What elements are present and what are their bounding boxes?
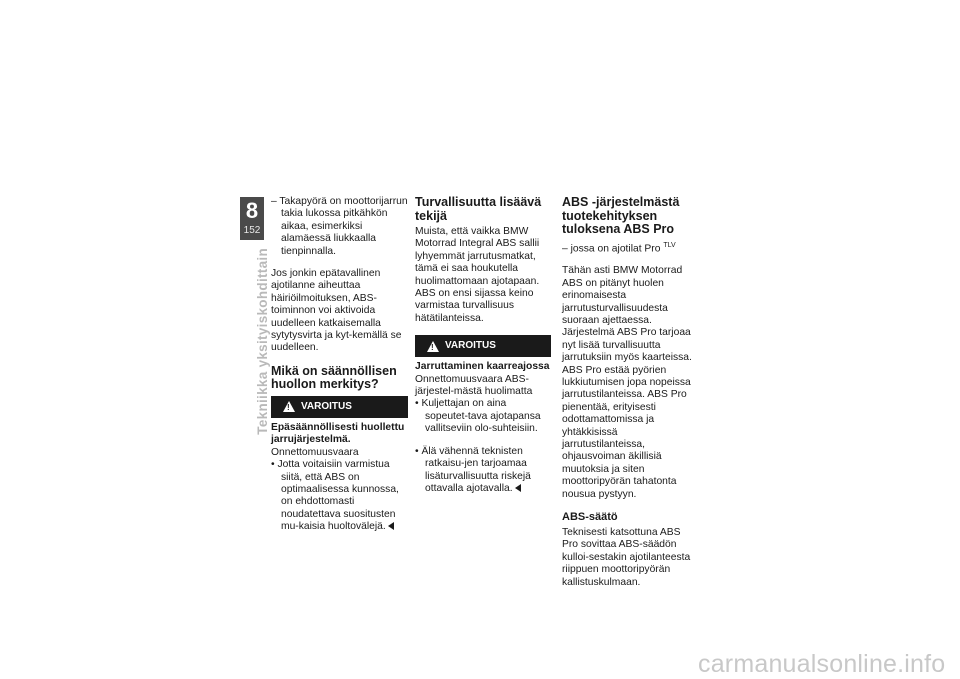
- warning-title: Jarruttaminen kaarreajossa: [415, 361, 550, 373]
- end-mark-icon: [388, 522, 394, 530]
- end-mark-icon: [515, 484, 521, 492]
- bullet-item: [415, 446, 551, 496]
- dash-item: [562, 240, 699, 256]
- paragraph: Jos jonkin epätavallinen ajotilanne aiheuttaa häiriöilmoituksen, ABS-toiminnon voi aktivoida uudelleen katkaisemalla sytytysvirta ja kyt-kemällä se uudelleen.: [271, 268, 402, 354]
- section-heading: Turvallisuutta lisäävä tekijä: [415, 195, 542, 223]
- subheading: ABS-säätö: [562, 511, 618, 524]
- side-chapter-title: Tekniikka yksityiskohdittain: [255, 248, 270, 435]
- bullet-item: [271, 459, 408, 533]
- warning-banner: [271, 396, 408, 418]
- section-heading: Mikä on säännöllisen huollon merkitys?: [271, 363, 397, 392]
- warning-subtitle: Onnettomuusvaara ABS-järjestel-mästä huolimatta: [415, 373, 533, 398]
- page-number: 152: [243, 225, 261, 236]
- bullet-item: • Kuljettajan on aina sopeutet-tava ajotapansa vallitseviin olo-suhteisiin.: [415, 398, 541, 435]
- warning-title: Epäsäännöllisesti huollettu jarrujärjestelmä.: [271, 421, 405, 446]
- column-3: [562, 196, 699, 599]
- warning-icon: [283, 401, 295, 412]
- chapter-tab: [240, 197, 264, 240]
- paragraph: Teknisesti katsottuna ABS Pro sovittaa ABS-säädön kulloi-sestakin ajotilanteesta riippuen moottoripyörän kallistuskulmaan.: [562, 527, 691, 588]
- section-heading: ABS -järjestelmästä tuotekehityksen tuloksena ABS Pro: [562, 195, 680, 236]
- dash-text: – jossa on ajotilat Pro: [562, 242, 661, 254]
- dash-superscript: TLV: [663, 241, 676, 249]
- paragraph: Muista, että vaikka BMW Motorrad Integral ABS sallii lyhyemmät jarrutusmatkat, tämä ei saa houkutella huolimattomaan ajotapaan. ABS on ensi sijassa keino varmistaa turvallisuus hätätilanteissa.: [415, 226, 540, 324]
- warning-subtitle: Onnettomuusvaara: [271, 446, 359, 458]
- bullet-text: • Jotta voitaisiin varmistua siitä, että ABS on optimaalisessa kunnossa, on ehdottomasti noudatettava suositusten mu-kaisia huoltovälejä.: [271, 459, 399, 533]
- warning-banner: [415, 335, 551, 357]
- warning-label: VAROITUS: [445, 340, 496, 352]
- column-2: [415, 196, 551, 505]
- chapter-number: 8: [245, 198, 259, 223]
- paragraph: Tähän asti BMW Motorrad ABS on pitänyt huolen erinomaisesta jarrutusturvallisuudesta suoraan ajettaessa. Järjestelmä ABS Pro tarjoaa nyt lisää turvallisuutta jarrutuksiin myös kaarteissa. ABS Pro estää pyörien lukkiutumisen jopa nopeissa jarrutustilanteissa. ABS Pro pienentää, erityisesti odottamattomissa ja yhtäkkisissä jarrutustilanteissa, ohjausvoiman äkillisiä muutoksia ja siten moottoripyörän tahatonta nousua pystyyn.: [562, 265, 692, 500]
- warning-label: VAROITUS: [301, 400, 352, 412]
- watermark: carmanualsonline.info: [698, 650, 946, 678]
- column-1: [271, 196, 408, 544]
- warning-icon: [427, 341, 439, 352]
- dash-item: – Takapyörä on moottorijarrun takia lukossa pitkähkön aikaa, esimerkiksi alamäessä liukkaalla tienpinnalla.: [271, 196, 408, 257]
- bullet-text: • Älä vähennä teknisten ratkaisu-jen tarjoamaa lisäturvallisuutta riskejä ottavalla ajotavalla.: [415, 445, 531, 494]
